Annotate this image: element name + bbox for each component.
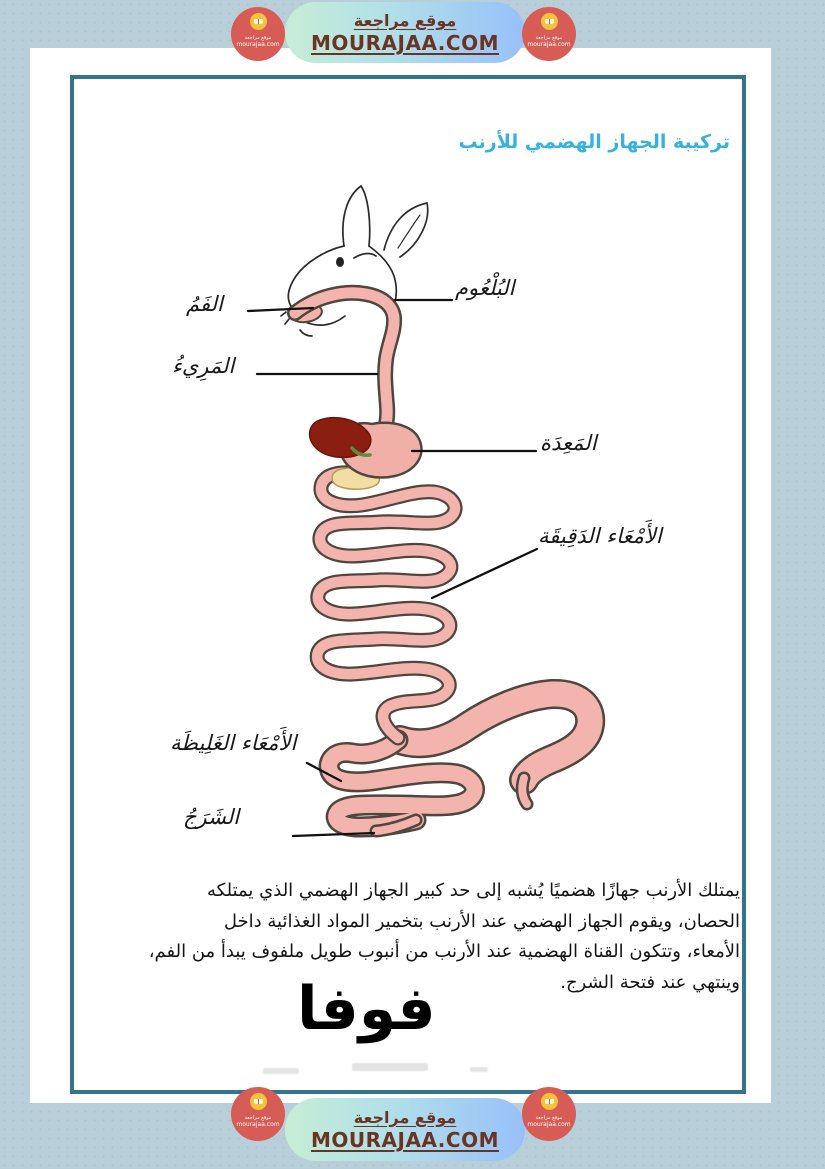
badge-site-domain: mourajaa.com (236, 41, 280, 48)
handwriting-watermark: فوفا (297, 974, 436, 1044)
book-icon (250, 1093, 267, 1110)
small-intestine-tube (317, 473, 455, 738)
badge-site-domain: mourajaa.com (527, 1121, 571, 1128)
badge-site-domain: mourajaa.com (527, 41, 571, 48)
label-large-intestine: الأَمْعَاء الغَلِيظَة (170, 731, 297, 755)
book-icon (250, 13, 267, 30)
cecum-tube (400, 694, 590, 804)
badge-site-name: موقع مراجعة (535, 1115, 563, 1121)
site-logo-badge (231, 7, 285, 61)
faint-text-smudge (352, 1063, 428, 1071)
site-domain-link[interactable]: MOURAJAA.COM (311, 30, 499, 55)
site-name-arabic[interactable]: موقع مراجعة (353, 1107, 457, 1127)
page-title: تركيبة الجهاز الهضمي للأرنب (458, 131, 730, 153)
paragraph-line: الحصان، ويقوم الجهاز الهضمي عند الأرنب بتخمير المواد الغذائية داخل (223, 910, 740, 932)
label-pharynx: البُلْعُوم (455, 276, 515, 300)
site-name-arabic[interactable]: موقع مراجعة (353, 10, 457, 30)
paragraph-line: يمتلك الأرنب جهازًا هضميًا يُشبه إلى حد كبير الجهاز الهضمي الذي يمتلكه (207, 880, 740, 901)
badge-site-name: موقع مراجعة (535, 35, 563, 41)
label-mouth: الفَمُ (186, 292, 223, 316)
site-logo-badge (231, 1087, 285, 1141)
label-anus: الشَرَجُ (183, 805, 240, 829)
label-esophagus: المَرِيءُ (172, 354, 235, 378)
badge-site-domain: mourajaa.com (236, 1121, 280, 1128)
paragraph-line: وينتهي عند فتحة الشرج. (560, 971, 740, 993)
badge-site-name: موقع مراجعة (244, 35, 272, 41)
site-logo-badge (522, 7, 576, 61)
badge-site-name: موقع مراجعة (244, 1115, 272, 1121)
site-logo-badge (522, 1087, 576, 1141)
label-stomach: المَعِدَة (540, 431, 597, 455)
top-banner (285, 2, 525, 63)
faint-text-smudge (470, 1067, 488, 1072)
book-icon (541, 13, 558, 30)
label-small-intestine: الأَمْعَاء الدَقِيقَة (538, 524, 662, 548)
book-icon (541, 1093, 558, 1110)
bottom-banner (285, 1098, 525, 1161)
site-domain-link[interactable]: MOURAJAA.COM (311, 1127, 499, 1152)
paragraph-line: الأمعاء، وتتكون القناة الهضمية عند الأرنب من أنبوب طويل ملفوف يبدأ من الفم، (148, 941, 740, 962)
esophagus-tube (289, 293, 394, 438)
faint-text-smudge (263, 1068, 299, 1074)
